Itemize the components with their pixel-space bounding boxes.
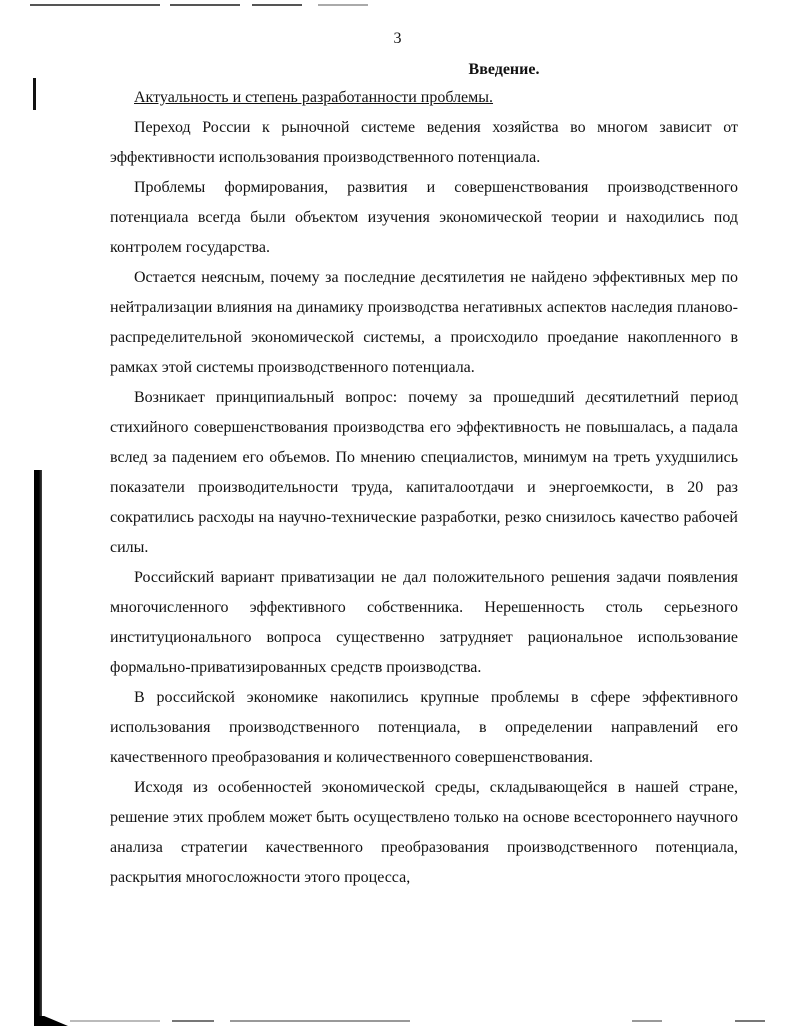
page-number: 3 — [393, 30, 402, 47]
scan-top-rule-1 — [30, 4, 160, 6]
scan-top-rule-4 — [318, 4, 368, 6]
scan-bottom-rule-2 — [172, 1020, 214, 1022]
scan-top-rule-2 — [170, 4, 240, 6]
scan-left-mark-1 — [33, 78, 36, 110]
scan-left-shadow — [34, 470, 42, 1026]
paragraph-4: Возникает принципиальный вопрос: почему за прошедший десятилетний период стихийного совершенствования производства его эффективность не повышалась, а падала вслед за падением его объемов. По мнению специалистов, минимум на треть ухудшились показатели производительности труда, капиталоотдачи и энергоемкости, в 20 раз сократились расходы на научно-технические разработки, резко снизилось качество рабочей силы. — [110, 389, 738, 556]
paragraph-1: Переход России к рыночной системе ведения хозяйства во многом зависит от эффективности использования производственного потенциала. — [110, 119, 738, 166]
scan-left-shadow-foot — [34, 1016, 68, 1026]
scan-bottom-rule-5 — [735, 1020, 765, 1022]
paragraph-2: Проблемы формирования, развития и совершенствования производственного потенциала всегда были объектом изучения экономической теории и находились под контролем государства. — [110, 179, 738, 256]
paragraph-7: Исходя из особенностей экономической среды, складывающейся в нашей стране, решение этих проблем может быть осуществлено только на основе всестороннего научного анализа стратегии качественного преобразования производственного потенциала, раскрытия многосложности этого процесса, — [110, 779, 738, 886]
scan-bottom-rule-1 — [70, 1020, 160, 1022]
document-body — [110, 57, 738, 893]
document-title: Введение. — [468, 61, 540, 78]
scan-bottom-rule-3 — [230, 1020, 410, 1022]
scan-bottom-rule-4 — [632, 1020, 662, 1022]
section-subtitle: Актуальность и степень разработанности проблемы. — [134, 89, 494, 106]
paragraph-6: В российской экономике накопились крупные проблемы в сфере эффективного использования производственного потенциала, в определении направлений его качественного преобразования и количественного совершенствования. — [110, 689, 738, 766]
paragraph-3: Остается неясным, почему за последние десятилетия не найдено эффективных мер по нейтрализации влияния на динамику производства негативных аспектов наследия планово-распределительной экономической системы, а происходило проедание накопленного в рамках этой системы производственного потенциала. — [110, 269, 738, 376]
paragraph-5: Российский вариант приватизации не дал положительного решения задачи появления многочисленного эффективного собственника. Нерешенность столь серьезного институционального вопроса существенно затрудняет рациональное использование формально-приватизированных средств производства. — [110, 569, 738, 676]
scan-top-rule-3 — [252, 4, 302, 6]
